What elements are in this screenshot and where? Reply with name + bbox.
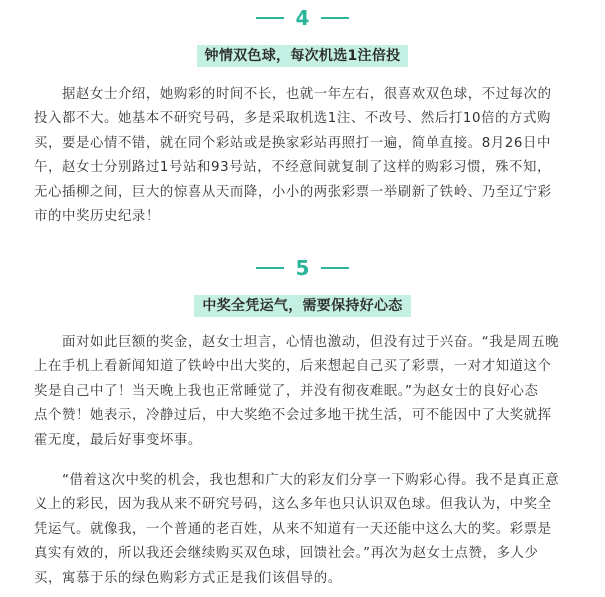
- text-line: 据赵女士介绍，她购彩的时间不长，也就一年左右，很喜欢双色球，不过每次的: [34, 87, 552, 102]
- text-line: 买，寓慕于乐的绿色购彩方式正是我们该倡导的。: [34, 570, 342, 586]
- text-line: 上在手机上看新闻知道了铁岭中出大奖的，后来想起自己买了彩票，一对才知道这个: [34, 359, 552, 375]
- text-line: 市的中奖历史纪录！: [34, 209, 160, 225]
- section-5-heading: [0, 295, 605, 317]
- text-line: 面对如此巨额的奖金，赵女士坦言，心情也激动，但没有过于兴奋。“我是周五晚: [34, 335, 560, 350]
- text-line: 真实有效的，所以我还会继续购买双色球，回馈社会。”再次为赵女士点赞，多人少: [34, 546, 539, 562]
- section-title: 中奖全凭运气，需要保持好心态: [194, 295, 410, 317]
- section-4-heading: [0, 45, 605, 67]
- text-line: 买，要是心情不错，就在同个彩站或是换家彩站再照打一遍，简单直接。8月26日中: [34, 135, 552, 151]
- marker-line-right: [321, 17, 349, 19]
- section-5-paragraph-2: [34, 469, 582, 591]
- text-line: 无心插柳之间，巨大的惊喜从天而降，小小的两张彩票一举刷新了铁岭、乃至辽宁彩: [34, 184, 552, 200]
- text-line: 霍无度，最后好事变坏事。: [34, 432, 202, 448]
- text-line: “借着这次中奖的机会，我也想和广大的彩友们分享一下购彩心得。我不是真正意: [34, 473, 560, 488]
- section-5-marker: [0, 256, 605, 280]
- text-line: 奖是自己中了！当天晚上我也正常睡觉了，并没有彻夜难眠。”为赵女士的良好心态: [34, 383, 539, 399]
- marker-line-left: [256, 267, 284, 269]
- section-title: 钟情双色球，每次机选1注倍投: [197, 45, 409, 67]
- section-number: 5: [295, 256, 310, 280]
- section-4-paragraph: [34, 83, 582, 229]
- text-line: 午，赵女士分别路过1号站和93号站，不经意间就复制了这样的购彩习惯，殊不知，: [34, 160, 552, 176]
- text-line: 点个赞！她表示，冷静过后，中大奖绝不会过多地干扰生活，可不能因中了大奖就挥: [34, 408, 552, 424]
- text-line: 义上的彩民，因为我从来不研究号码，这么多年也只认识双色球。但我认为，中奖全: [34, 497, 552, 513]
- text-line: 投入都不大。她基本不研究号码，多是采取机选1注、不改号、然后打10倍的方式购: [34, 111, 552, 127]
- section-5-paragraph-1: [34, 331, 582, 453]
- marker-line-right: [321, 267, 349, 269]
- section-4-marker: [0, 6, 605, 30]
- marker-line-left: [256, 17, 284, 19]
- text-line: 凭运气。就像我，一个普通的老百姓，从来不知道有一天还能中这么大的奖。彩票是: [34, 521, 552, 537]
- section-number: 4: [295, 6, 310, 30]
